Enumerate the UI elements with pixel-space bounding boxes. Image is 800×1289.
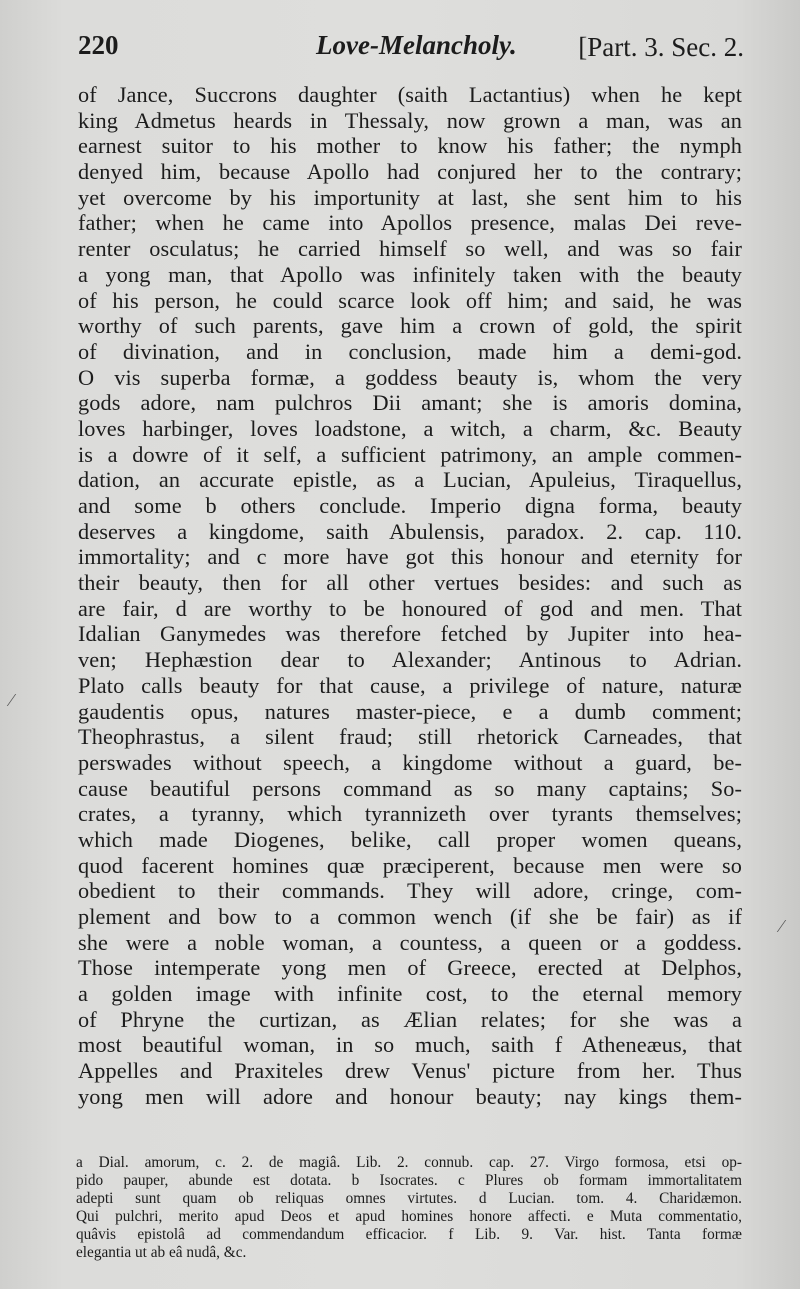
footnote-line: elegantia ut ab eâ nudâ, &c.: [76, 1244, 247, 1261]
text-line: Theophrastus, a silent fraud; still rhetorick Carneades, that: [78, 724, 742, 750]
text-line: crates, a tyranny, which tyrannizeth over tyrants themselves;: [78, 801, 742, 827]
text-line: yong men will adore and honour beauty; nay kings them-: [78, 1083, 742, 1109]
text-line: denyed him, because Apollo had conjured her to the contrary;: [78, 159, 742, 185]
text-line: are fair, d are worthy to be honoured of god and men. That: [78, 595, 742, 621]
text-line: renter osculatus; he carried himself so well, and was so fair: [78, 236, 742, 262]
footnote-line: a Dial. amorum, c. 2. de magiâ. Lib. 2. connub. cap. 27. Virgo formosa, etsi op-: [76, 1154, 742, 1171]
footnote-line: quâvis epistolâ ad commendandum efficacior. f Lib. 9. Var. hist. Tanta formæ: [76, 1226, 742, 1243]
running-title: Love-Melancholy.: [316, 30, 517, 60]
text-line: cause beautiful persons command as so many captains; So-: [78, 775, 742, 801]
text-line: obedient to their commands. They will adore, cringe, com-: [78, 878, 742, 904]
text-line: deserves a kingdome, saith Abulensis, paradox. 2. cap. 110.: [78, 518, 742, 544]
text-line: she were a noble woman, a countess, a queen or a goddess.: [78, 929, 742, 955]
text-line: is a dowre of it self, a sufficient patrimony, an ample commen-: [78, 441, 742, 467]
section-reference: [Part. 3. Sec. 2.: [578, 32, 744, 62]
text-line: father; when he came into Apollos presence, malas Dei reve-: [78, 210, 742, 236]
text-line: Appelles and Praxiteles drew Venus' picture from her. Thus: [78, 1058, 742, 1084]
footnote-line: Qui pulchri, merito apud Deos et apud homines honore affecti. e Muta commentatio,: [76, 1208, 742, 1225]
text-line: earnest suitor to his mother to know his father; the nymph: [78, 133, 742, 159]
text-line: Those intemperate yong men of Greece, erected at Delphos,: [78, 955, 742, 981]
text-line: a golden image with infinite cost, to the eternal memory: [78, 981, 742, 1007]
body-text: [78, 82, 742, 1110]
text-line: gaudentis opus, natures master-piece, e a dumb comment;: [78, 698, 742, 724]
text-line: a yong man, that Apollo was infinitely taken with the beauty: [78, 261, 742, 287]
footnote-line: pido pauper, abunde est dotata. b Isocrates. c Plures ob formam immortalitatem: [76, 1172, 742, 1189]
text-line: of divination, and in conclusion, made him a demi-god.: [78, 338, 742, 364]
text-line: their beauty, then for all other vertues besides: and such as: [78, 570, 742, 596]
text-line: yet overcome by his importunity at last, she sent him to his: [78, 184, 742, 210]
text-line: loves harbinger, loves loadstone, a witch, a charm, &c. Beauty: [78, 415, 742, 441]
page-header: [78, 30, 744, 70]
text-line: most beautiful woman, in so much, saith f Atheneæus, that: [78, 1032, 742, 1058]
margin-tick-mark: ⁄: [10, 690, 14, 710]
text-line: quod facerent homines quæ præciperent, because men were so: [78, 852, 742, 878]
text-line: and some b others conclude. Imperio digna forma, beauty: [78, 493, 742, 518]
text-line: of his person, he could scarce look off him; and said, he was: [78, 287, 742, 313]
text-line: Plato calls beauty for that cause, a privilege of nature, naturæ: [78, 672, 742, 698]
text-line: perswades without speech, a kingdome without a guard, be-: [78, 749, 742, 775]
text-line: plement and bow to a common wench (if she be fair) as if: [78, 904, 742, 929]
text-line: worthy of such parents, gave him a crown of gold, the spirit: [78, 313, 742, 339]
text-line: ven; Hephæstion dear to Alexander; Antinous to Adrian.: [78, 647, 742, 673]
text-line: immortality; and c more have got this honour and eternity for: [78, 544, 742, 570]
text-line: O vis superba formæ, a goddess beauty is, whom the very: [78, 364, 742, 390]
text-line: which made Diogenes, belike, call proper women queans,: [78, 826, 742, 852]
text-line: king Admetus heards in Thessaly, now grown a man, was an: [78, 107, 742, 133]
text-line: of Phryne the curtizan, as Ælian relates; for she was a: [78, 1006, 742, 1032]
footnotes: [76, 1154, 742, 1262]
text-line: of Jance, Succrons daughter (saith Lactantius) when he kept: [78, 82, 742, 107]
page-number: 220: [78, 30, 119, 60]
margin-tick-mark: ⁄: [780, 916, 784, 936]
text-line: Idalian Ganymedes was therefore fetched by Jupiter into hea-: [78, 621, 742, 647]
footnote-line: adepti sunt quam ob reliquas omnes virtutes. d Lucian. tom. 4. Charidæmon.: [76, 1190, 742, 1207]
text-line: gods adore, nam pulchros Dii amant; she is amoris domina,: [78, 390, 742, 416]
text-line: dation, an accurate epistle, as a Lucian, Apuleius, Tiraquellus,: [78, 467, 742, 493]
